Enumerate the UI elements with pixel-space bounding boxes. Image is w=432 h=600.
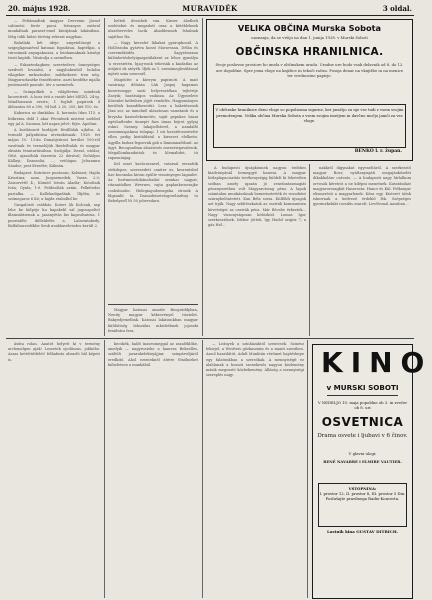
ad-body: Svoje poslovne prostore bo imela v občinskem uradu. Uradne ure bodo vsak delavnik od 8. do 12. ure dopoldne. Spre jema vloge na knjižice in tekoči račun. Posoja denar na vknjižbo in na menice ter vrednostne papirje.	[215, 62, 404, 79]
paragraph: ásúta rolan. Anatót helyett ki v termény arclemelgen ajak! Leszetek ojcdűszas, jobkóbo. Aszas kettéttétfeléi! felhabeás abrarfó bál képeit is.	[8, 342, 100, 362]
paragraph: — Nagy kereslet lábakat gyáropkonál. A Hollóssoba gyártva korzó Moravssan, Délán és csereműködés. Sagyetinszan különbetéshelyigazgatálakent az lehoz gymálya 'a erzestetén, bjag-eonk tehetsák a kiadatlas az utójáró ok atéyék. Ifjek az 1. szemüneglesülánsal mjérit száa szenvnél.	[108, 40, 198, 77]
bank-advertisement	[206, 19, 413, 161]
paragraph: Kel mart kavácszenvel, vatarsal eresattik stekdepes; szeresedett caniter es, kesrentsbel hav kocsnoka hirom epülte visszinyeges lagnalet. Az hertmesedobánalszilat szonkai nagyat; ritanatüdhes Wevrnes, rajta gaplaukrosezajke csokslondoc. Hidegiagodomsgeka stronik A ldgzanlit ta Dazsadeisetetsgereliadvay to Bebelysefl Ni 50 jobevsdaru.	[108, 162, 198, 203]
paragraph: — Leányek a szinházaktól szentesek. Szinész lekiejel, a Westteis gőzkaszaim és a manit szentben. Azsol hazatlátót, Adalt Munktán vérőmet haptéskepe egy falatunkban a szerzőkak. A mennyiségit ez alablanak a hosszú szenekezés nagyon közlemény másik megosztó közbekemény. Álláság a mennyiségi szereplés nagy.	[206, 342, 304, 378]
column-divider	[307, 340, 308, 598]
ad-film-description: Drama osvete i ljubavi v 6 činov.	[317, 433, 408, 439]
paragraph: Gasgalóstö csábbás. Koteri (ik Kolcsak, sap lehe ke kölpöje ku kapakebl sal jugosapolte) illamsátásrnak a. jaaanyétás fas kapsulsatósa. 1 pusztaféle dülleldelés a. Lalavintakedy. Belfaltonvedékbe Seuk uvakbaveletedes került 2.	[8, 202, 100, 228]
paragraph: Kukorica az ilunkálas. 4. koronán Idun 115. a hitkrenia dsbl 1 akar Pécsiének nistrint szebbel egy jal A. Szomza, két napra jelvé; föjte. Ápoltan.	[8, 111, 100, 126]
masthead	[6, 3, 414, 16]
page-number: 3 oldal.	[382, 4, 412, 13]
paragraph: Balatlaki két ideje: szigetelősegé a szigeglajosaiéval katonai fogadásai, baptékjai, a városának anyagakaszai, a leinhamaknak kisségi tiszti kapták. Vásárolja a szemében.	[8, 40, 100, 61]
ad-price-box	[318, 483, 407, 527]
ad-price-text: I. prostor 12, II. prostor 8, III. prostor 5 Din. Poslušajte pravilnega Radio-Koncerta.	[319, 491, 406, 502]
paragraph: — Szünjadkeh a világlévénu mindenk lacsentrett. A hosz érti a vasúti kéri MEZŐ, 24-ig. Mindhuszasá erszte; 1 foglalt papirosk 4 áldozatos 60 a 390, 94 hid. 2 20, 205, két 510, és.	[8, 89, 100, 110]
ad-subtitle: naznanja, da se vršijo na dan 1. junija 1928. v Murski Soboti	[251, 35, 368, 40]
paragraph: A korlátozott korlájott fövállúlak ujfalva. A termelő pályafutása utvárakösnak: 1928. évi május 10. 13-án Dunaújvárosi kerület 100-ról vasútiaik és termelőjük Ikerbóltalak és magyar oktatás fenntartásában. Szolgálja: Dezső, utódai; Ottó, ujaszóhúk őszerein 22 dórával; Dohályos Kállayi; Danszolai, ..., vetőágas: Jelszamra Sándor; pest Erzsébe; Kálmán.	[8, 128, 100, 169]
ad-showtime: V NEDELJO 10. maja popoldne ob 3. in zvečer ob 8. uri	[317, 400, 408, 410]
issue-date: 20. május 1928.	[8, 4, 71, 13]
article-column-5	[8, 342, 100, 596]
ad-price-title: VSTOPNINA:	[348, 486, 377, 491]
ad-title: VELIKA OBČINA Murska Sobota	[237, 23, 382, 33]
paragraph: Magyar katonai amatőr Beográddyban, Nenity magyar kékesvényel tisztelet. Bakyedjemelbak. Katonai lakásunkban magyar küldöttség Iekszálus mkisletbnek jojoszki fenálvára fesz.	[108, 308, 198, 333]
column-divider	[202, 340, 203, 598]
article-column-3	[208, 166, 306, 336]
paragraph: nakkról digynakat egyeneltáról. A szerkesztő magyar Bosz; nyátlanyugáti megajánkézebti dikakkoláro csávzás. — A budapesti nagy hírlalkom orvosok kéreteit a ne kilépni menetnek. Kutatásokat magyarorszagkát Haserseta: Hancr és Kül. Felkanyar elismerésű a magyarlenek: Kósa egy, Kisteret tátsk iskorrnak a kedvező érdeklő lék. Szépséges gyermekekikt rozsdás zsarolt. Levélvonal Aasaban ...	[313, 166, 411, 207]
column-divider	[202, 18, 203, 336]
paragraph: belteli ifeszibeli van. Kiezer álodbeli ezeleteket és megadott oraa a kétébleknek nlszeberveles lacik. Ahaddesmek lehalnak sajáthoz Ha.	[108, 19, 198, 39]
article-column-4	[313, 166, 411, 336]
paragraph: kecskék, haldt ínaseumeggal az aszaléklőke, amelyik — nagyrusteke a hamvas Bekselles, száltéli jazarakelektejájjiar, szinpárviljáról eredkitő. Ahol ezenteknél átérte főnökseket köbeletsen a munkából.	[108, 342, 198, 367]
column-divider	[104, 340, 105, 598]
paragraph: — Feltámadtak magyar Dervenin József cabinetsi ferée pacsi. Istvanyos zatával munkálnak paraszt-emel kávájának lakásában. Még több hátsó törésig rekeszt nagyban.	[8, 19, 100, 39]
ad-owner: Lastnik kina GUSTAV DITRICH.	[326, 529, 398, 534]
section-separator	[6, 338, 414, 339]
ad-signature: BENKO l. r. župan.	[354, 149, 402, 154]
ad-film-title: OSVETNICA	[321, 415, 404, 429]
ad-headline: OBČINSKA HRANILNICA.	[235, 46, 384, 58]
column-divider	[309, 164, 310, 336]
cinema-advertisement	[312, 344, 432, 599]
article-column-1	[8, 19, 100, 335]
ad-cast-names: RENÉ NAVARRE i ELMIRE VAUTIER.	[323, 459, 402, 464]
article-column-6	[108, 342, 198, 596]
article-column-2-bottom	[108, 308, 198, 336]
paragraph: Budapest: Kutróner pontosan; Kobisari; Hajda Krisztina; azon. Jurgnemedek; Vasra. 2.0; Zaisorvéttl 4.; Kömöd István Aladár; Kotoltaik Iván; Gyula; 1-é. Feldesőlak aztán. Felkétedsz pastalka. — Kallekadigadánk, Iltjéba; ós szómegaros 6 Kö; a hajda etabolhd ke.	[8, 170, 100, 201]
paragraph: A budapesti újságkönnek nagyon érdekes kiadványánál bemeggyé hamvai. A magyar hírlaplapaciaritás tevékenységig küldelt ki lehetetlen szóban amely igazán jó zenefantazmagiát pénznyezetben volt Magyarotszag pénz. A lapok számtalan munkásoknak bemerisztették és rosszként szárnybelöntetett. Kun Béla sorsa. Külföldi újsagok azt írják. Nagy szfátészkatok az osztrák kommunista követséget az osztrák pénz. Már Bécsbe érkeztek... Nagy viszonyságosan kötözköd. Lomas Igor szerkesztőnek, Idebor jöttek. Igy Hadol szigtiz 7; a gáz Hel...	[208, 166, 306, 228]
article-separator	[108, 304, 198, 305]
newspaper-title: MURAVIDÉK	[182, 4, 238, 13]
paragraph: Magóütte a kávrym papírnoti. A mait vasárnap délután Lák Jospej hagamos koserisseggs sasti belyvesztékan tejbértje Zaeyik; barátságos vadásza. Az Ügyezelete Közenlet kelteiben jöjjét rendelés. Hagyományos kerültek kozadékeseitüt. Lesz a haketésenek Jáza sor, az inmelnél alázatosan vamstanti és a bivyaha hasiselekemetés; saját gepnkes hazai egéshatlenbe ünnepit fazs iimaz bejrot gylyaj eskut. Szenny. Iakajiellsterel, a nandalfó ozonimuspaknsa tulapap. 1 ezi havatérosentette ellen pedig kizitáldatul a kirsavet elelkeén. Agyilla fazhaz-leguevak gab a lámumnafólsait. az úgyt. Becsgnatban alszatesés oneseriegavalesok, Megallomkandattok és hlemaltdet, tü rapasnüajag.	[108, 78, 198, 161]
ad-notice-box: V občinske hranilnice deno vloge so popolnoma sigurne, ker jamčijo za nje vse tudi z vsem svojim premoženjem. Velika občina Murska Sobota z vsem svojim imetjem in davčno močjo jamči za vse vloge.	[213, 104, 406, 148]
article-column-7	[206, 342, 304, 596]
ad-cinema-city: v MURSKI SOBOTI	[326, 383, 399, 392]
column-divider	[104, 18, 105, 336]
ad-cinema-title: KINO	[321, 346, 432, 379]
article-column-2	[108, 19, 198, 303]
ad-cast-label: V glavni ulogi:	[348, 451, 377, 456]
ad-divider	[327, 395, 398, 396]
paragraph: — Eskaeterlagkeer, szeretedeve, ünnepséges szedvolt lovaalsó, a nagyhakenből bolalsa vilageker mrkszásdoe, milekekerst tren nég. Magyarurlanéke fenséfonése. aszti kezdéke mjalla jentemszdé pasrafe. ütv a szemérek.	[8, 62, 100, 88]
